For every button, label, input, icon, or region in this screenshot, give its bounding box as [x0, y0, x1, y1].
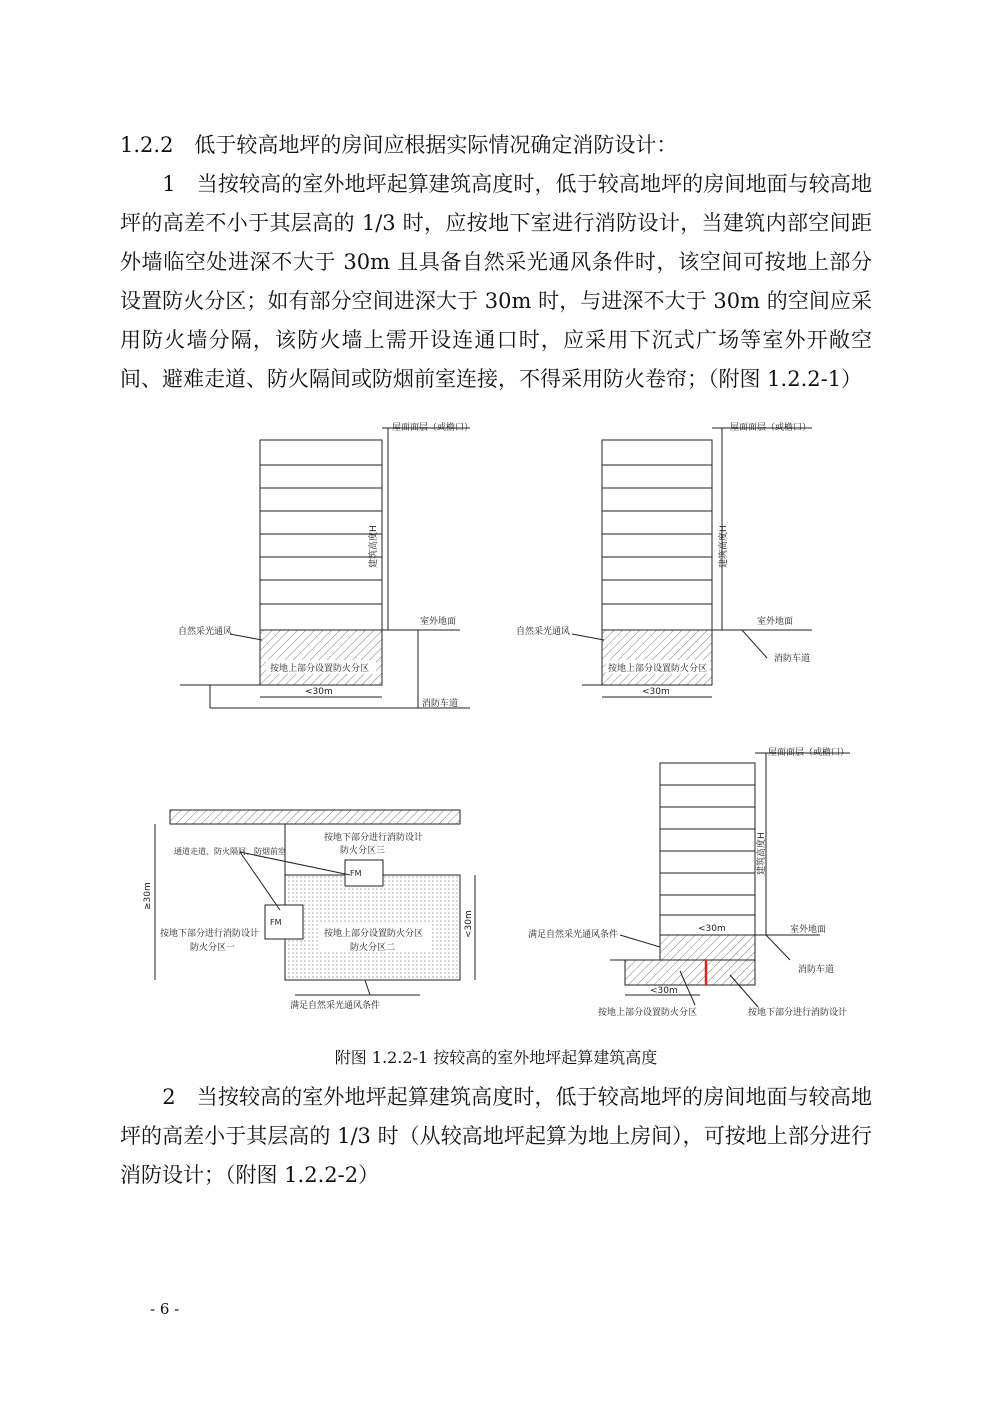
- fm2-label: FM: [270, 918, 282, 927]
- dim-label: <30m: [642, 687, 670, 697]
- dim-left-label: ≥30m: [143, 882, 153, 910]
- dim-right-label: <30m: [464, 910, 474, 938]
- condition-label: 满足自然采光通风条件: [290, 1001, 381, 1011]
- dim-top-label: <30m: [698, 924, 726, 934]
- zone-label: 按地上部分设置防火分区: [270, 664, 370, 674]
- ventilation-label: 自然采光通风: [516, 627, 571, 637]
- road-label: 消防车道: [422, 699, 459, 709]
- figure-1-plan-view: [140, 800, 500, 1025]
- dim-label: <30m: [305, 687, 333, 697]
- above-zone-label: 按地上部分设置防火分区: [324, 929, 424, 939]
- ventilation-label: 自然采光通风: [178, 627, 233, 637]
- road-label: 消防车道: [774, 654, 811, 664]
- paragraph-1: 1 当按较高的室外地坪起算建筑高度时，低于较高地坪的房间地面与较高地坪的高差不小于其层高的 1/3 时，应按地下室进行消防设计，当建筑内部空间距外墙临空处进深不大于 30m 且具备自然采光通风条件时，该空间可按地上部分设置防火分区；如有部分空间进深大于 30m 时，与进深不大于 30m 的空间应采用防火墙分隔，该防火墙上需开设连通口时，应采用下沉式广场等室外开敞空间、避难走道、防火隔间或防烟前室连接，不得采用防火卷帘；（附图 1.2.2-1）: [120, 172, 872, 391]
- ground-label: 室外地面: [790, 925, 827, 935]
- figure-1-right-section: [512, 418, 832, 718]
- figure-1-left-section: [170, 418, 490, 718]
- road-label: 消防车道: [798, 965, 835, 975]
- zone-under-label: 按地下部分进行消防设计: [748, 1008, 848, 1018]
- zone2-label: 防火分区二: [350, 943, 396, 953]
- ground-label: 室外地面: [757, 617, 794, 627]
- zone1-label: 防火分区一: [190, 943, 236, 953]
- section-heading: 1.2.2 低于较高地坪的房间应根据实际情况确定消防设计：: [120, 133, 678, 157]
- ground-label: 室外地面: [420, 617, 457, 627]
- roof-label: 屋面面层（或檐口）: [392, 423, 474, 433]
- figure-caption: 附图 1.2.2-1 按较高的室外地坪起算建筑高度: [334, 1048, 658, 1067]
- underground-left: 按地下部分进行消防设计: [160, 929, 260, 939]
- fm1-label: FM: [350, 869, 362, 878]
- height-label: 建筑高度H: [719, 525, 729, 568]
- roof-label: 屋面面层（或檐口）: [768, 748, 850, 758]
- height-label: 建筑高度H: [369, 525, 379, 568]
- height-label: 建筑高度H: [757, 832, 767, 875]
- underground-title: 按地下部分进行消防设计: [324, 833, 424, 843]
- figure-1-section-firewall: [520, 745, 870, 1025]
- dim-bottom-label: <30m: [650, 986, 678, 996]
- zone-label: 按地上部分设置防火分区: [608, 664, 708, 674]
- zone3-label: 防火分区三: [340, 846, 386, 856]
- page-number: - 6 -: [150, 1300, 180, 1318]
- roof-label: 屋面面层（或檐口）: [730, 423, 812, 433]
- paragraph-2: 2 当按较高的室外地坪起算建筑高度时，低于较高地坪的房间地面与较高地坪的高差小于其层高的 1/3 时（从较高地坪起算为地上房间），可按地上部分进行消防设计；（附图 1.2.2-2）: [120, 1085, 872, 1187]
- condition-label: 满足自然采光通风条件: [528, 930, 619, 940]
- zone-above-label: 按地上部分设置防火分区: [598, 1008, 698, 1018]
- connection-label: 通道走道、防火隔间、防烟前室: [174, 847, 286, 856]
